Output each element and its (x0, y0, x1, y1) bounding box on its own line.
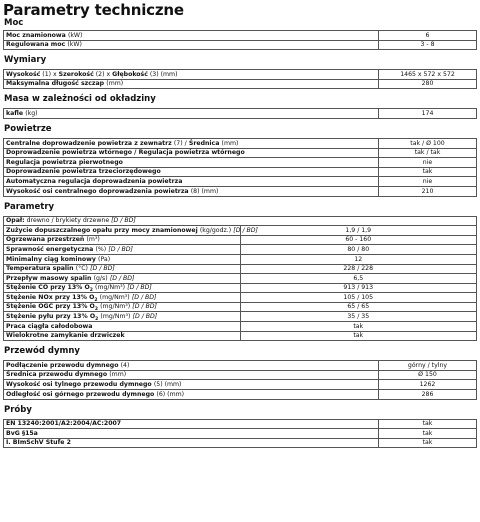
row-label: BvG §15a (4, 429, 379, 439)
row-value: 6,5 (240, 274, 477, 284)
row-label: Zużycie dopuszczalnego opału przy mocy znamionowej (6, 226, 198, 234)
row-value: 1262 (379, 380, 477, 390)
table-row (4, 370, 477, 380)
row-unit: (mg/Nm³) (99, 293, 130, 301)
row-unit: (7) / (173, 139, 187, 147)
row-label: Minimalny ciąg kominowy (6, 255, 96, 263)
row-value: 3 - 8 (379, 40, 477, 50)
row-value: 286 (379, 390, 477, 400)
row-unit: (kW) (67, 31, 83, 39)
row-value: nie (379, 177, 477, 187)
row-label: Szerokość (58, 70, 94, 78)
row-value: tak (379, 438, 477, 448)
section-heading-moc: Moc (4, 18, 24, 28)
table-row (4, 331, 477, 341)
row-label: Średnica (188, 139, 220, 147)
row-unit: (4) (120, 361, 130, 369)
table-row (4, 79, 477, 89)
row-value: tak / tak (379, 148, 477, 158)
row-unit: (g/s) (93, 274, 108, 282)
row-label: Stężenie pyłu przy 13% O (6, 313, 96, 321)
row-unit: (mm) (109, 371, 127, 379)
row-value: nie (379, 158, 477, 168)
section-heading-przewod-dymny: Przewód dymny (4, 346, 80, 357)
row-tag: [D / BD] (108, 245, 133, 253)
row-value: 280 (379, 79, 477, 89)
table-row (4, 264, 477, 274)
row-label: Praca ciągła całodobowa (6, 322, 93, 330)
spec-page (0, 2, 480, 522)
row-label: kafle (6, 109, 24, 117)
table-row (4, 322, 477, 332)
row-subscript: 2 (94, 307, 98, 313)
row-label: Maksymalna długość szczap (6, 80, 105, 88)
row-value: 65 / 65 (240, 302, 477, 312)
row-label: Przepływ masowy spalin (6, 274, 92, 282)
row-subscript: 2 (95, 317, 99, 323)
table-wymiary (3, 69, 477, 89)
table-row (4, 216, 477, 226)
row-value: 228 / 228 (240, 264, 477, 274)
row-value: 80 / 80 (240, 245, 477, 255)
row-value: tak (379, 429, 477, 439)
row-tag: [D / BD] (90, 265, 115, 273)
row-unit: (1) x (40, 70, 59, 78)
row-label: Odległość osi górnego przewodu dymnego (6, 390, 155, 398)
row-label: Temperatura spalin (6, 265, 74, 273)
row-value: tak (240, 322, 477, 332)
row-value: 174 (379, 109, 477, 119)
row-label: Sprawność energetyczna (6, 245, 94, 253)
page-title: Parametry techniczne (3, 1, 184, 19)
row-value: tak (379, 167, 477, 177)
row-label: Wysokość osi tylnego przewodu dymnego (6, 381, 152, 389)
table-row (4, 390, 477, 400)
table-masa (3, 108, 477, 119)
row-unit: (kW) (67, 41, 82, 49)
row-unit: (mg/Nm³) (95, 284, 126, 292)
row-label: Regulowana moc (6, 41, 66, 49)
row-value: 6 (379, 31, 477, 41)
row-value: 1465 x 572 x 572 (379, 70, 477, 80)
table-row (4, 167, 477, 177)
table-row (4, 138, 477, 148)
table-row (4, 235, 477, 245)
row-value: tak (240, 331, 477, 341)
table-parametry (3, 216, 477, 342)
row-label: I. BImSchV Stufe 2 (4, 438, 379, 448)
table-moc (3, 30, 477, 50)
row-subscript: 2 (94, 298, 98, 304)
table-row (4, 429, 477, 439)
row-label: Doprowadzenie powietrza trzeciorzędowego (6, 168, 161, 176)
row-subscript: 2 (89, 288, 93, 294)
section-heading-masa: Masa w zależności od okładziny (4, 94, 156, 105)
row-label: Ogrzewana przestrzeń (6, 236, 85, 244)
row-label: Stężenie OGC przy 13% O (6, 303, 95, 311)
table-proby (3, 419, 477, 449)
table-row (4, 380, 477, 390)
row-tag: [D / BD] (233, 226, 258, 234)
row-tag: [D / BD] (132, 313, 158, 321)
row-value: 12 (240, 254, 477, 264)
table-row (4, 70, 477, 80)
table-row (4, 254, 477, 264)
row-value: 210 (379, 186, 477, 196)
row-value: 60 - 160 (240, 235, 477, 245)
row-unit: (kg) (25, 109, 38, 117)
row-unit: (%) (95, 245, 107, 253)
table-row (4, 158, 477, 168)
row-label: Centralne doprowadzenie powietrza z zewnatrz (6, 139, 172, 147)
section-heading-proby: Próby (4, 404, 32, 415)
table-row (4, 302, 477, 312)
table-row (4, 186, 477, 196)
row-label: Regulacja powietrza pierwotnego (6, 158, 123, 166)
row-unit: (mg/Nm³) (100, 313, 131, 321)
row-value: Ø 150 (379, 370, 477, 380)
row-tag: [D / BD] (109, 274, 135, 282)
row-unit: (5) (mm) (153, 381, 182, 389)
row-unit: (kg/godz.) (199, 226, 232, 234)
row-unit: (°C) (75, 265, 88, 273)
row-label: Wielokrotne zamykanie drzwiczek (6, 332, 125, 340)
section-heading-powietrze: Powietrze (4, 123, 52, 134)
row-label: Doprowadzenie powietrza wtórnego / Regulacja powietrza wtórnego (6, 149, 245, 157)
table-row (4, 293, 477, 303)
table-row (4, 361, 477, 371)
row-unit: (3) (mm) (147, 70, 178, 78)
row-value: górny / tylny (379, 361, 477, 371)
row-label: Średnica przewodu dymnego (6, 371, 108, 379)
table-row (4, 283, 477, 293)
table-row (4, 226, 477, 236)
row-label: Podłączenie przewodu dymnego (6, 361, 119, 369)
row-unit: (mm) (106, 80, 124, 88)
row-value: 913 / 913 (240, 283, 477, 293)
row-label: Opał: (6, 217, 25, 225)
table-row (4, 109, 477, 119)
section-heading-wymiary: Wymiary (4, 55, 47, 66)
row-label: Stężenie CO przy 13% O (6, 284, 90, 292)
row-tag: [D / BD] (132, 303, 157, 311)
row-value: tak / Ø 100 (379, 138, 477, 148)
row-value: 1,9 / 1,9 (240, 226, 477, 236)
row-tag: [D / BD] (111, 217, 136, 225)
row-label: Głębokość (112, 70, 148, 78)
row-tag: [D / BD] (127, 284, 152, 292)
table-row (4, 274, 477, 284)
section-heading-parametry: Parametry (4, 201, 55, 212)
table-przewod-dymny (3, 360, 477, 399)
row-value: 105 / 105 (240, 293, 477, 303)
row-unit: (6) (mm) (156, 390, 185, 398)
table-row (4, 312, 477, 322)
row-value: 35 / 35 (240, 312, 477, 322)
table-powietrze (3, 138, 477, 197)
row-unit: (Pa) (98, 255, 111, 263)
table-row (4, 31, 477, 41)
row-unit: (2) x (93, 70, 113, 78)
row-unit: (mm) (221, 139, 239, 147)
table-row (4, 148, 477, 158)
row-unit: (m³) (86, 236, 100, 244)
row-unit: (mg/Nm³) (100, 303, 131, 311)
row-unit: (8) (mm) (190, 187, 219, 195)
row-value: tak (379, 419, 477, 429)
row-label: Wysokość (6, 70, 41, 78)
row-text: drewno / brykiety drzewne (24, 217, 112, 225)
row-label: Automatyczna regulacja doprowadzenia powietrza (6, 177, 183, 185)
row-label: Moc znamionowa (6, 31, 66, 39)
table-row (4, 438, 477, 448)
row-label: Wysokość osi centralnego doprowadzenia powietrza (6, 187, 189, 195)
table-row (4, 40, 477, 50)
table-row (4, 177, 477, 187)
row-tag: [D / BD] (131, 293, 157, 301)
table-row (4, 419, 477, 429)
row-label: EN 13240:2001/A2:2004/AC:2007 (4, 419, 379, 429)
row-label: Stężenie NOx przy 13% O (6, 293, 95, 301)
table-row (4, 245, 477, 255)
